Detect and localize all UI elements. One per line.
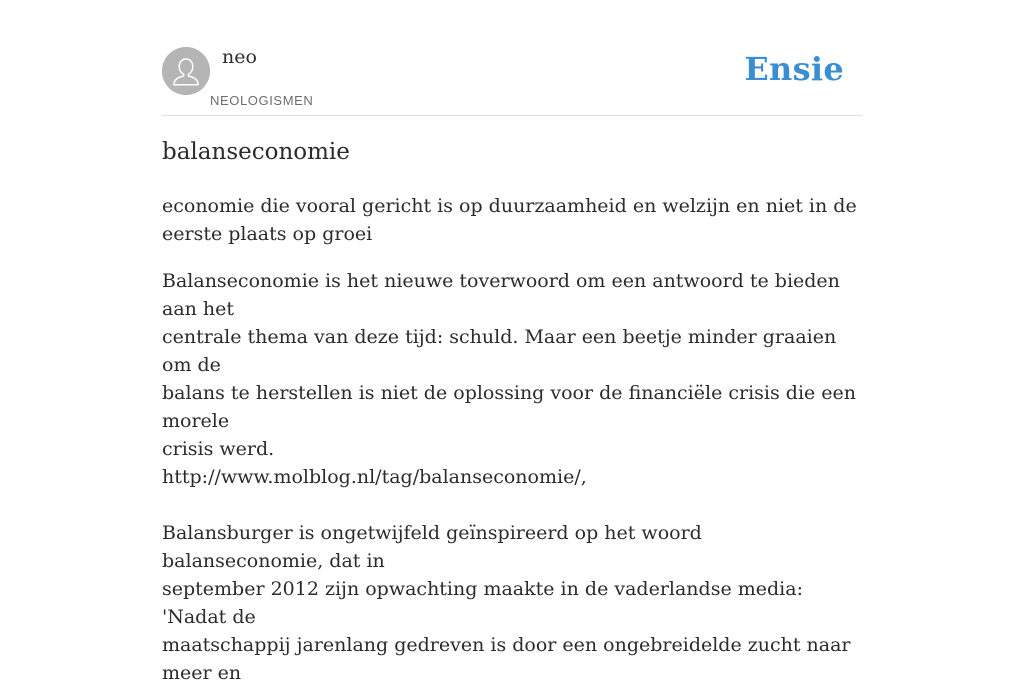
example-line: Balanseconomie is het nieuwe toverwoord om een antwoord te bieden aan het (162, 270, 840, 320)
avatar[interactable] (162, 47, 210, 95)
brand-logo[interactable]: Ensie (744, 50, 844, 88)
example-line: september 2012 zijn opwachting maakte in de vaderlandse media: 'Nadat de (162, 578, 803, 628)
example-line: balans te herstellen is niet de oplossing voor de financiële crisis die een morele (162, 382, 857, 432)
example-blank-line (162, 491, 862, 519)
example-line: Balansburger is ongetwijfeld geïnspireerd op het woord balanseconomie, dat in (162, 522, 702, 572)
author-name[interactable]: neo (222, 46, 257, 68)
example-line: centrale thema van deze tijd: schuld. Maar een beetje minder graaien om de (162, 326, 837, 376)
entry-container (162, 0, 862, 684)
example-line: crisis werd. (162, 438, 275, 460)
term-title: balanseconomie (162, 139, 350, 165)
user-silhouette-icon (162, 47, 210, 95)
example-line: maatschappij jarenlang gedreven is door een ongebreidelde zucht naar meer en (162, 634, 851, 684)
entry-header (162, 0, 862, 116)
definition-text: economie die vooral gericht is op duurzaamheid en welzijn en niet in de eerste plaats op groei (162, 195, 857, 245)
dictionary-name[interactable]: NEOLOGISMEN (210, 93, 314, 108)
example-link[interactable]: http://www.molblog.nl/tag/balanseconomie/, (162, 466, 587, 488)
example-text (162, 267, 862, 687)
